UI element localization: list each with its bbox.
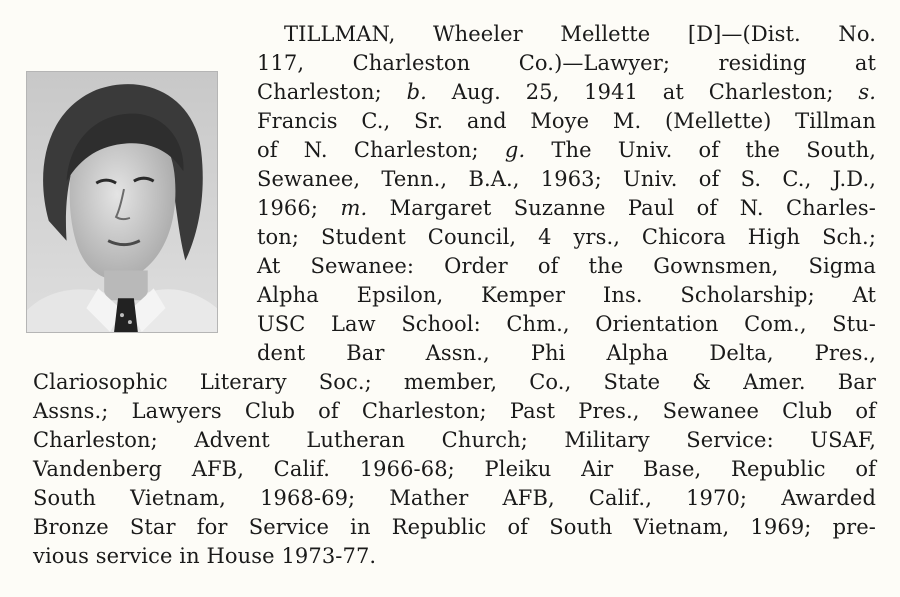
text-segment: 1966; (257, 196, 341, 220)
portrait-image (27, 72, 217, 332)
text-line (257, 136, 876, 165)
text-segment: Aug. 25, 1941 at Charleston; (426, 80, 859, 104)
abbrev-label: s. (858, 80, 876, 104)
text-segment: Vandenberg AFB, Calif. 1966-68; Pleiku Air Base, Republic of (33, 457, 876, 481)
text-line (257, 252, 876, 281)
text-segment: Bronze Star for Service in Republic of South Vietnam, 1969; pre- (33, 515, 876, 539)
text-line (33, 542, 376, 571)
text-segment: Charleston; Advent Lutheran Church; Military Service: USAF, (33, 428, 876, 452)
abbrev-label: g. (504, 138, 526, 162)
text-line (33, 397, 876, 426)
abbrev-label: m. (340, 196, 368, 220)
text-segment: The Univ. of the South, (525, 138, 876, 162)
text-line (257, 165, 876, 194)
text-segment: Francis C., Sr. and Moye M. (Mellette) Tillman (257, 109, 876, 133)
portrait-photo (26, 71, 218, 333)
text-line (33, 426, 876, 455)
text-segment: Sewanee, Tenn., B.A., 1963; Univ. of S. C., J.D., (257, 167, 876, 191)
text-segment: ton; Student Council, 4 yrs., Chicora High Sch.; (257, 225, 876, 249)
text-line (257, 49, 876, 78)
abbrev-label: b. (406, 80, 427, 104)
text-segment: Charleston; (257, 80, 407, 104)
text-line (33, 484, 876, 513)
text-line (33, 455, 876, 484)
text-line (33, 368, 876, 397)
text-line (257, 78, 876, 107)
text-segment: vious service in House 1973-77. (33, 544, 377, 568)
text-line (257, 223, 876, 252)
text-segment: Alpha Epsilon, Kemper Ins. Scholarship; At (257, 283, 876, 307)
text-line (284, 20, 876, 49)
text-segment: South Vietnam, 1968-69; Mather AFB, Calif., 1970; Awarded (33, 486, 876, 510)
text-line (257, 107, 876, 136)
text-line (257, 281, 876, 310)
text-segment: Clariosophic Literary Soc.; member, Co., State & Amer. Bar (33, 370, 876, 394)
text-segment: dent Bar Assn., Phi Alpha Delta, Pres., (257, 341, 876, 365)
text-line (33, 513, 876, 542)
text-segment: 117, Charleston Co.)—Lawyer; residing at (257, 51, 876, 75)
text-segment: Margaret Suzanne Paul of N. Charles- (367, 196, 876, 220)
text-line (257, 194, 876, 223)
text-segment: of N. Charleston; (257, 138, 505, 162)
text-line (257, 339, 876, 368)
text-segment: At Sewanee: Order of the Gownsmen, Sigma (257, 254, 876, 278)
text-segment: USC Law School: Chm., Orientation Com., Stu- (257, 312, 876, 336)
text-line (257, 310, 876, 339)
text-segment: Assns.; Lawyers Club of Charleston; Past Pres., Sewanee Club of (33, 399, 876, 423)
text-segment: TILLMAN, Wheeler Mellette [D]—(Dist. No. (284, 22, 876, 46)
